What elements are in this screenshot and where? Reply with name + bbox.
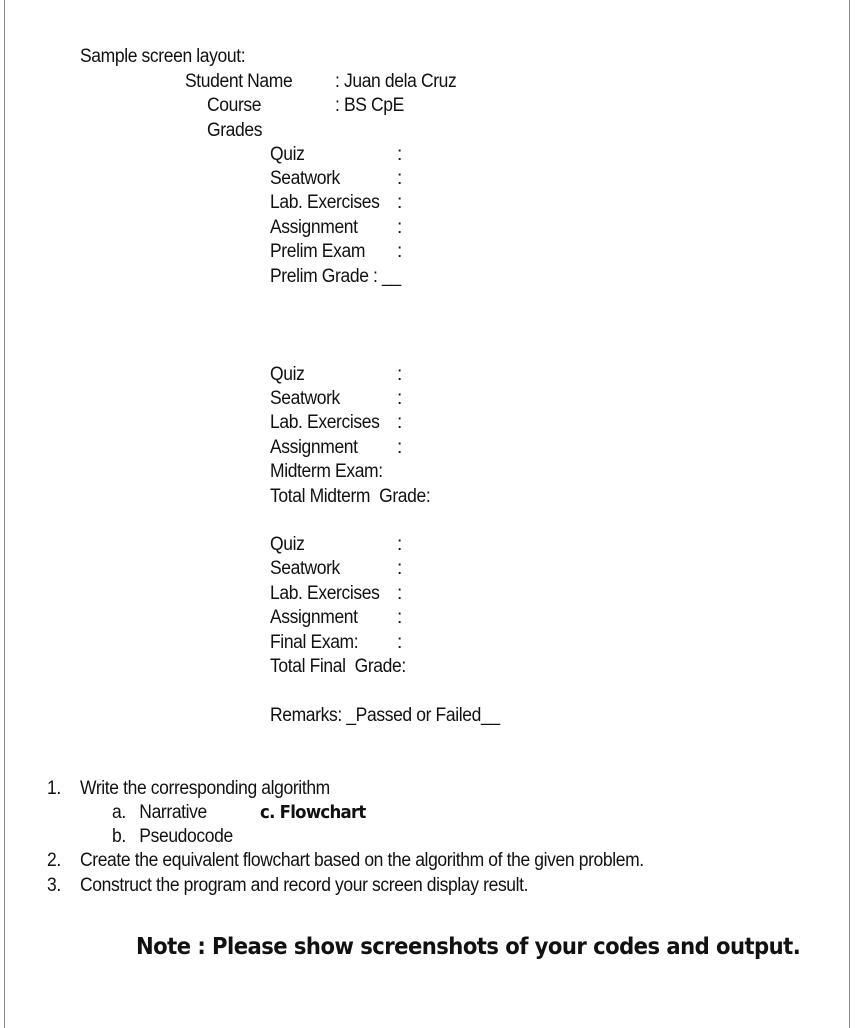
midterm-seatwork-label: Seatwork	[270, 388, 340, 409]
course-value: : BS CpE	[335, 95, 404, 116]
final-grade-label: Total Final Grade:	[270, 656, 406, 677]
item-1-number: 1.	[47, 778, 61, 799]
final-assignment-colon: :	[397, 607, 403, 628]
final-lab-label: Lab. Exercises	[270, 583, 380, 604]
student-name-value: : Juan dela Cruz	[335, 71, 457, 92]
midterm-quiz-label: Quiz	[270, 364, 305, 385]
midterm-seatwork-colon: :	[397, 388, 403, 409]
prelim-seatwork-label: Seatwork	[270, 168, 340, 189]
item-3-number: 3.	[47, 875, 61, 896]
note-text: Note : Please show screenshots of your codes and output.	[136, 934, 801, 960]
final-assignment-label: Assignment	[270, 607, 358, 628]
prelim-seatwork-colon: :	[397, 168, 403, 189]
grades-label: Grades	[207, 120, 263, 141]
student-name-label: Student Name	[185, 71, 293, 92]
item-1-text: Write the corresponding algorithm	[80, 778, 330, 799]
remarks-line: Remarks: _Passed or Failed__	[270, 705, 500, 726]
prelim-exam-colon: :	[397, 241, 403, 262]
final-quiz-colon: :	[397, 534, 403, 555]
midterm-quiz-colon: :	[397, 364, 403, 385]
item-3-text: Construct the program and record your screen display result.	[80, 875, 529, 896]
item-2-text: Create the equivalent flowchart based on the algorithm of the given problem.	[80, 850, 644, 871]
course-label: Course	[207, 95, 262, 116]
prelim-exam-label: Prelim Exam	[270, 241, 366, 262]
midterm-exam-label: Midterm Exam:	[270, 461, 383, 482]
item-1c-text: c. Flowchart	[260, 802, 366, 823]
final-seatwork-label: Seatwork	[270, 558, 340, 579]
final-exam-label: Final Exam:	[270, 632, 359, 653]
prelim-lab-label: Lab. Exercises	[270, 192, 380, 213]
prelim-lab-colon: :	[397, 192, 403, 213]
prelim-grade-label: Prelim Grade : __	[270, 266, 401, 287]
midterm-assignment-colon: :	[397, 437, 403, 458]
item-1a-text: a. Narrative	[112, 802, 207, 823]
layout-heading: Sample screen layout:	[80, 46, 246, 67]
final-lab-colon: :	[397, 583, 403, 604]
prelim-assignment-label: Assignment	[270, 217, 358, 238]
final-seatwork-colon: :	[397, 558, 403, 579]
item-2-number: 2.	[47, 850, 61, 871]
midterm-assignment-label: Assignment	[270, 437, 358, 458]
midterm-lab-label: Lab. Exercises	[270, 412, 380, 433]
midterm-lab-colon: :	[397, 412, 403, 433]
final-quiz-label: Quiz	[270, 534, 305, 555]
midterm-grade-label: Total Midterm Grade:	[270, 486, 431, 507]
page-border	[4, 0, 850, 1028]
prelim-quiz-label: Quiz	[270, 144, 305, 165]
prelim-assignment-colon: :	[397, 217, 403, 238]
item-1b-text: b. Pseudocode	[112, 826, 233, 847]
prelim-quiz-colon: :	[397, 144, 403, 165]
final-exam-colon: :	[397, 632, 403, 653]
